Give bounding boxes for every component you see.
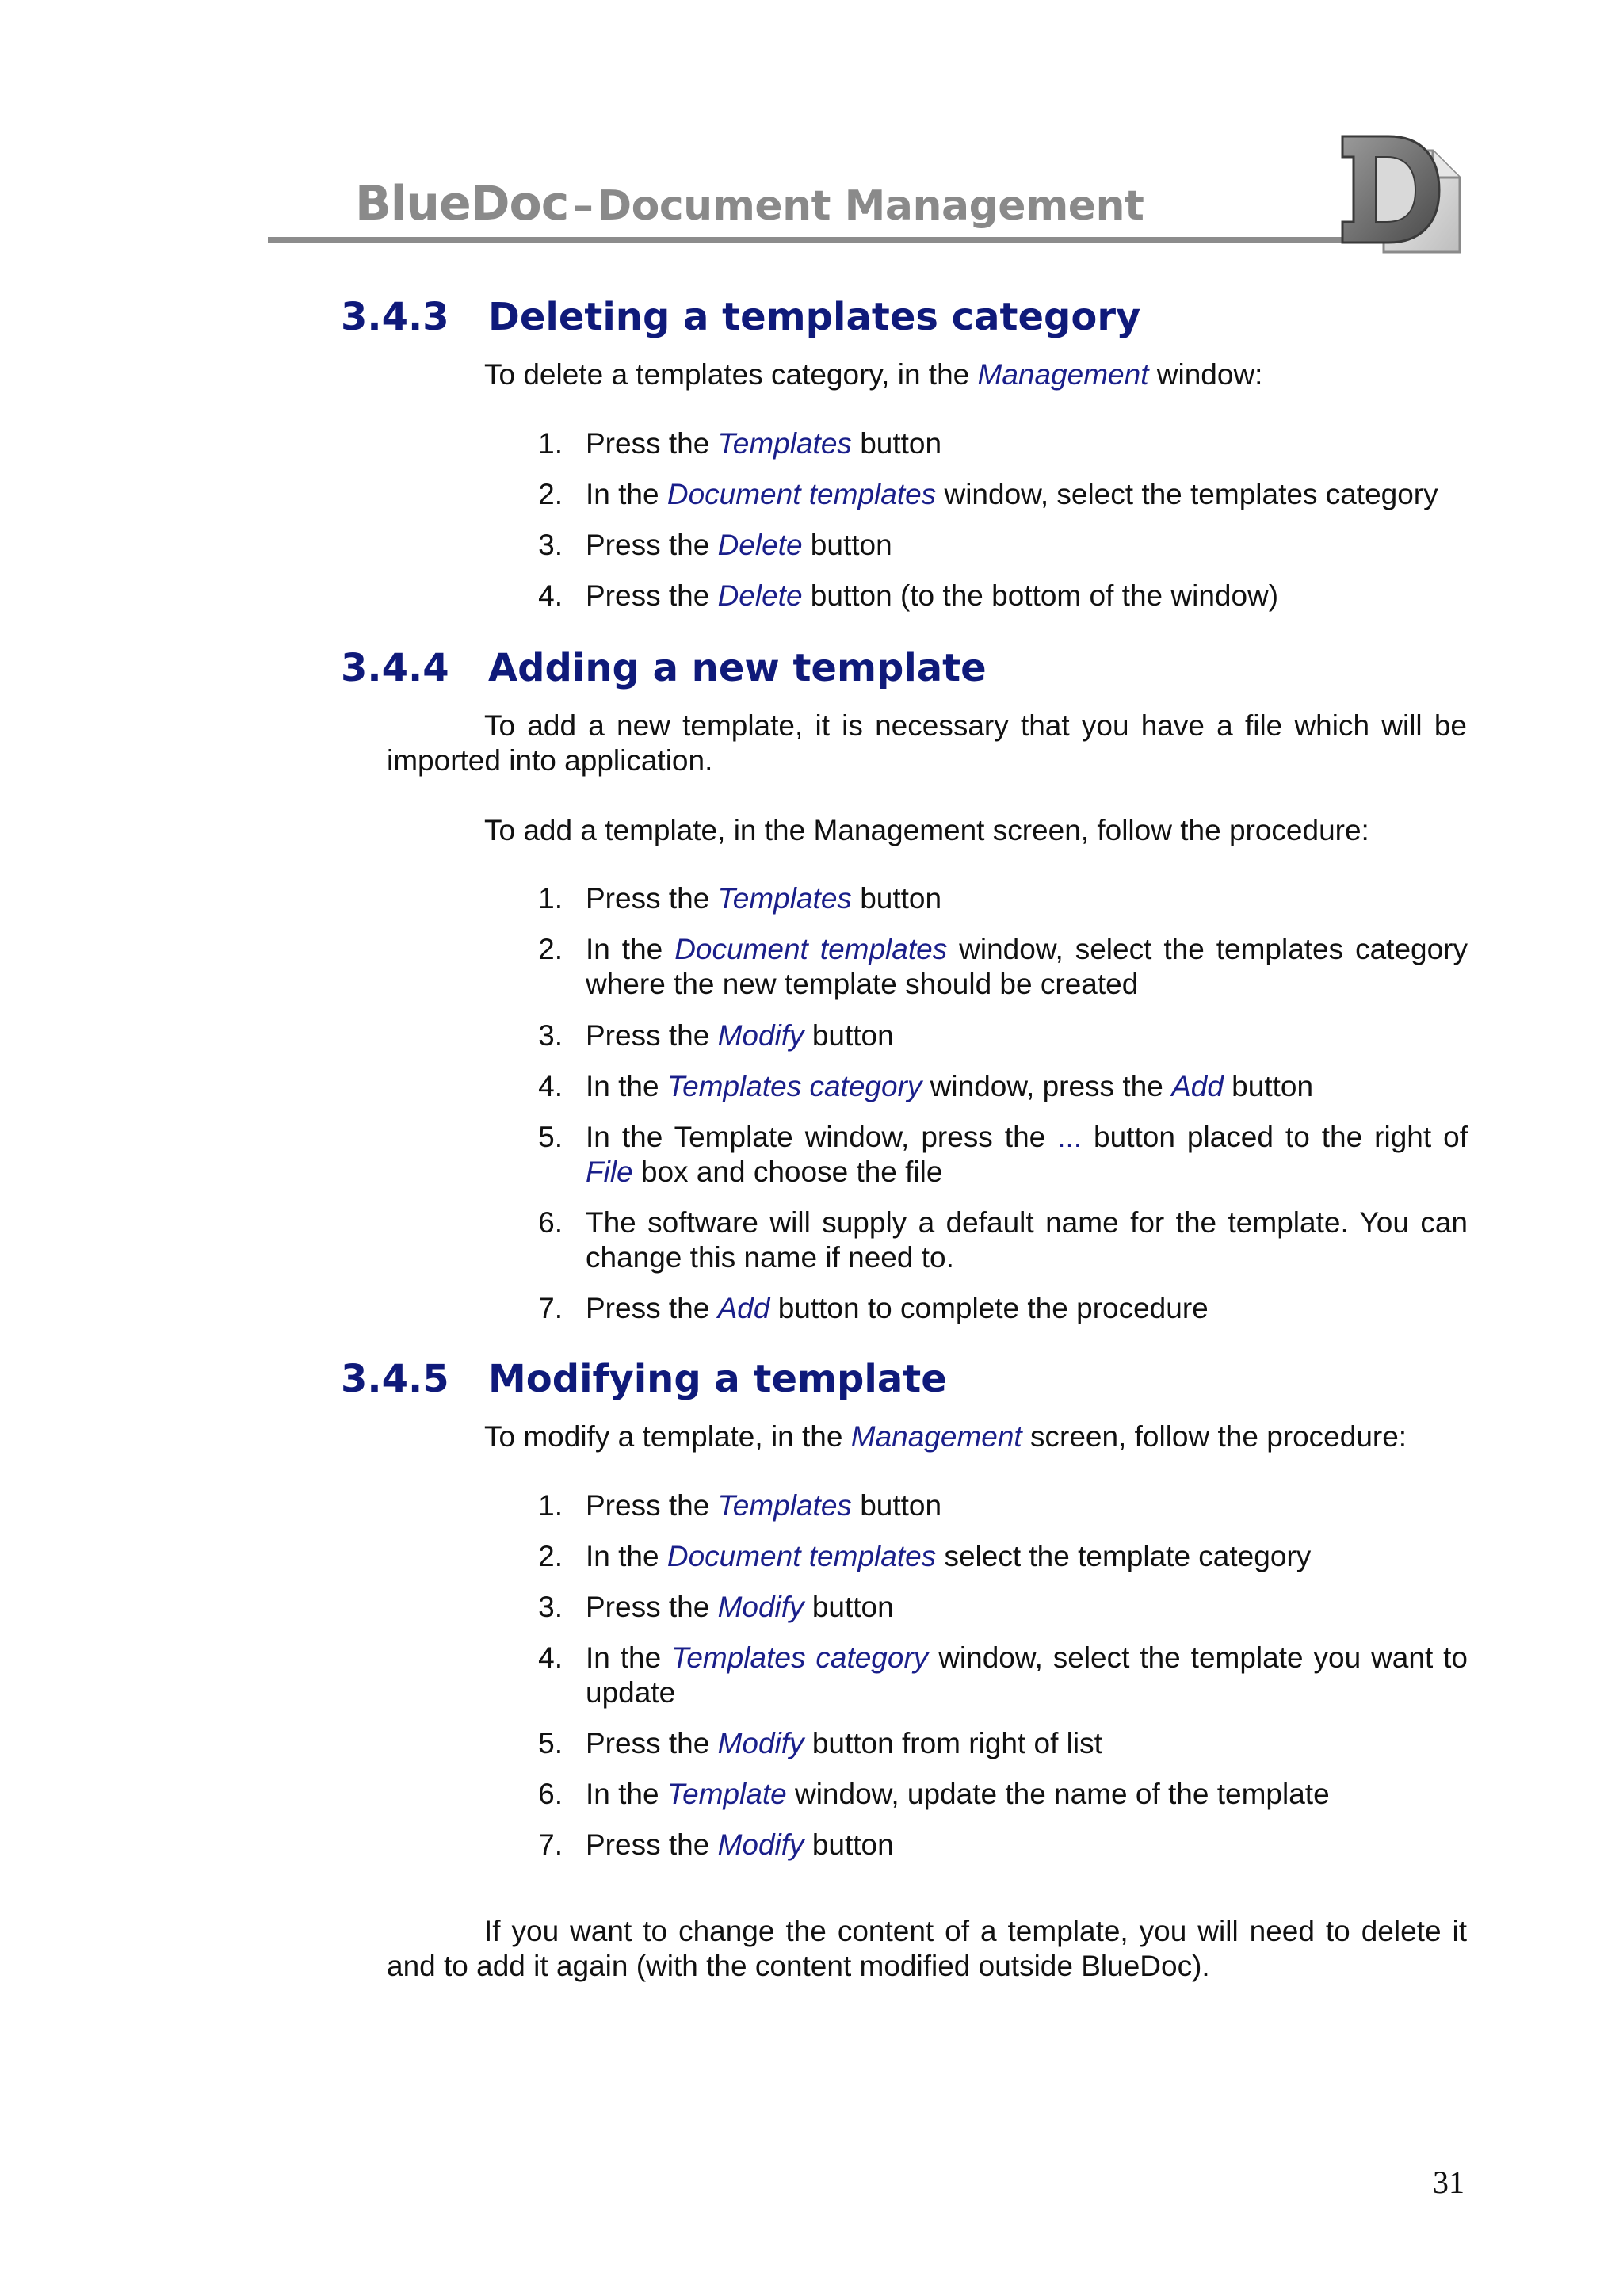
- button-reference: Modify: [717, 1828, 804, 1861]
- section-intro: [484, 1419, 1467, 1454]
- list-text: The software will supply a default name for the template. You can change this name if need to.: [586, 1206, 1468, 1274]
- list-text: Press the Add button to complete the procedure: [586, 1292, 1209, 1324]
- list-number: 3.: [538, 1591, 563, 1623]
- section-heading-3-4-5: [341, 1357, 947, 1401]
- list-number: 2.: [538, 478, 563, 510]
- list-text: In the Templates category window, select the template you want to update: [586, 1641, 1468, 1709]
- intro-text: To modify a template, in the: [484, 1420, 851, 1453]
- list-text: Press the Modify button: [586, 1591, 894, 1623]
- button-reference: Templates: [717, 427, 852, 460]
- list-text: Press the Delete button (to the bottom of the window): [586, 579, 1279, 612]
- list-number: 7.: [538, 1292, 563, 1324]
- button-reference: Add: [1171, 1070, 1224, 1102]
- window-reference: Templates category: [666, 1070, 922, 1102]
- list-number: 5.: [538, 1727, 563, 1759]
- running-header: [355, 176, 1144, 231]
- button-reference: Delete: [717, 529, 803, 561]
- button-reference: Templates: [717, 882, 852, 915]
- list-text: Press the Templates button: [586, 882, 942, 915]
- list-text: In the Template window, update the name of the template: [586, 1778, 1330, 1810]
- list-text: Press the Modify button from right of list: [586, 1727, 1102, 1759]
- list-number: 1.: [538, 882, 563, 915]
- button-reference: Modify: [717, 1019, 804, 1052]
- list-number: 2.: [538, 933, 563, 965]
- header-brand: BlueDoc: [355, 176, 569, 231]
- list-text: Press the Modify button: [586, 1828, 894, 1861]
- section-number: 3.4.4: [341, 646, 449, 690]
- button-reference: Modify: [717, 1727, 804, 1759]
- window-reference: Templates category: [671, 1641, 929, 1674]
- window-reference: Management: [977, 358, 1149, 391]
- list-number: 1.: [538, 427, 563, 460]
- intro-text: To delete a templates category, in the: [484, 358, 978, 391]
- section-title: Adding a new template: [488, 646, 987, 690]
- list-number: 3.: [538, 529, 563, 561]
- list-number: 2.: [538, 1540, 563, 1572]
- button-reference: Modify: [717, 1591, 804, 1623]
- intro-text: screen, follow the procedure:: [1022, 1420, 1407, 1453]
- list-number: 6.: [538, 1206, 563, 1239]
- list-number: 6.: [538, 1778, 563, 1810]
- closing-paragraph: If you want to change the content of a template, you will need to delete it and to add it again (with the content modified outside BlueDoc).: [387, 1915, 1467, 1982]
- list-text: In the Document templates window, select the templates category: [586, 478, 1438, 510]
- window-reference: Template: [666, 1778, 787, 1810]
- section-intro: To add a template, in the Management screen, follow the procedure:: [484, 814, 1369, 846]
- list-number: 5.: [538, 1121, 563, 1153]
- section-heading-3-4-3: [341, 295, 1140, 339]
- window-reference: Document templates: [666, 478, 937, 510]
- list-number: 4.: [538, 1070, 563, 1102]
- list-text: Press the Delete button: [586, 529, 892, 561]
- list-number: 4.: [538, 579, 563, 612]
- section-paragraph: To add a new template, it is necessary that you have a file which will be imported into application.: [387, 709, 1467, 777]
- window-reference: Document templates: [674, 933, 948, 965]
- list-text: In the Template window, press the ... button placed to the right of File box and choose the file: [586, 1121, 1468, 1188]
- list-number: 4.: [538, 1641, 563, 1674]
- list-text: In the Document templates window, select the templates category where the new template should be created: [586, 933, 1468, 1000]
- list-text: Press the Templates button: [586, 427, 942, 460]
- page-number: 31: [1433, 2164, 1465, 2200]
- section-number: 3.4.5: [341, 1357, 449, 1401]
- list-number: 7.: [538, 1828, 563, 1861]
- intro-text: window:: [1148, 358, 1263, 391]
- header-separator: –: [572, 182, 594, 230]
- list-text: Press the Templates button: [586, 1489, 942, 1522]
- section-intro: [484, 357, 1467, 392]
- section-number: 3.4.3: [341, 295, 449, 339]
- button-reference: Delete: [717, 579, 803, 612]
- section-title: Deleting a templates category: [488, 295, 1141, 339]
- section-title: Modifying a template: [488, 1357, 947, 1401]
- window-reference: Document templates: [666, 1540, 937, 1572]
- header-subtitle: Document Management: [597, 182, 1144, 230]
- screen-reference: Management: [850, 1420, 1022, 1453]
- list-text: In the Templates category window, press the Add button: [586, 1070, 1314, 1102]
- list-text: Press the Modify button: [586, 1019, 894, 1052]
- section-heading-3-4-4: [341, 646, 987, 690]
- field-reference: File: [586, 1156, 633, 1188]
- header-rule: [268, 237, 1373, 243]
- list-number: 1.: [538, 1489, 563, 1522]
- bluedoc-logo-icon: [1339, 133, 1465, 257]
- list-text: In the Document templates select the template category: [586, 1540, 1312, 1572]
- button-reference: Templates: [717, 1489, 852, 1522]
- list-number: 3.: [538, 1019, 563, 1052]
- button-reference: Add: [717, 1292, 770, 1324]
- button-reference: ...: [1057, 1121, 1083, 1153]
